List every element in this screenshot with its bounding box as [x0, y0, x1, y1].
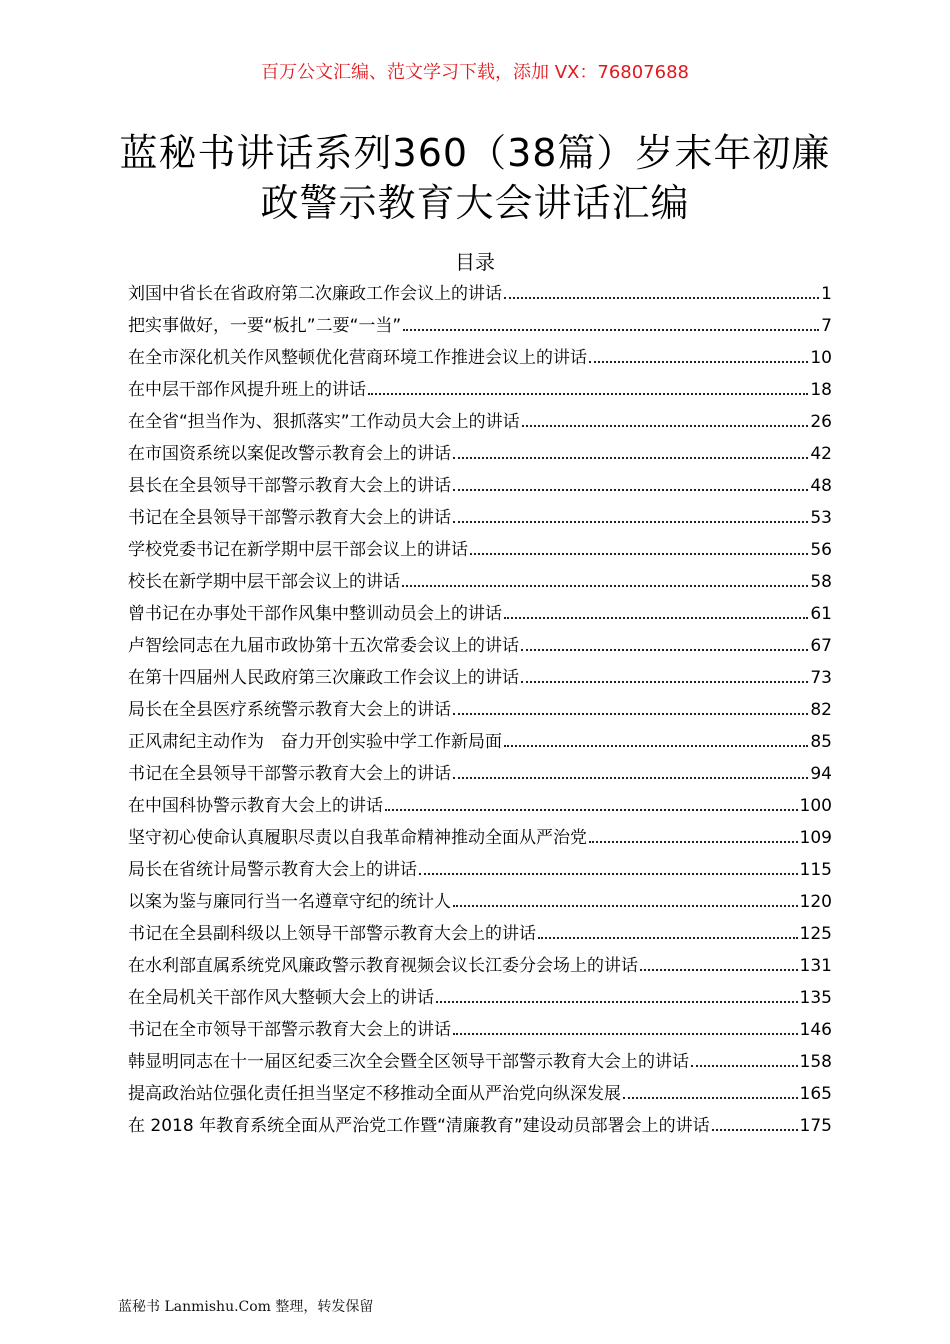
toc-entry[interactable] — [128, 440, 832, 472]
toc-entry-page: 94 — [810, 764, 832, 784]
toc-entry-page: 165 — [799, 1084, 832, 1104]
toc-entry[interactable] — [128, 536, 832, 568]
toc-entry-title: 书记在全县领导干部警示教育大会上的讲话 — [128, 764, 451, 784]
toc-entry-title: 在水利部直属系统党风廉政警示教育视频会议长江委分会场上的讲话 — [128, 956, 638, 976]
toc-entry-title: 在市国资系统以案促改警示教育会上的讲话 — [128, 444, 451, 464]
toc-entry[interactable] — [128, 312, 832, 344]
toc-leader-dots — [436, 1000, 798, 1003]
toc-entry-page: 10 — [810, 348, 832, 368]
toc-entry-page: 109 — [799, 828, 832, 848]
document-title — [60, 128, 890, 228]
toc-entry-title: 在全市深化机关作风整顿优化营商环境工作推进会议上的讲话 — [128, 348, 587, 368]
toc-leader-dots — [640, 968, 798, 971]
toc-leader-dots — [521, 680, 808, 683]
toc-leader-dots — [368, 392, 808, 395]
toc-entry-title: 在中国科协警示教育大会上的讲话 — [128, 796, 383, 816]
header-banner: 百万公文汇编、范文学习下载，添加 VX：76807688 — [261, 62, 689, 83]
toc-entry-title: 刘国中省长在省政府第二次廉政工作会议上的讲话 — [128, 284, 502, 304]
toc-entry[interactable] — [128, 856, 832, 888]
toc-entry[interactable] — [128, 1080, 832, 1112]
toc-entry[interactable] — [128, 632, 832, 664]
toc-entry-page: 58 — [810, 572, 832, 592]
toc-leader-dots — [453, 712, 808, 715]
toc-entry[interactable] — [128, 472, 832, 504]
toc-entry-title: 提高政治站位强化责任担当坚定不移推动全面从严治党向纵深发展 — [128, 1084, 621, 1104]
toc-entry-title: 正风肃纪主动作为 奋力开创实验中学工作新局面 — [128, 732, 502, 752]
toc-entry-title: 书记在全市领导干部警示教育大会上的讲话 — [128, 1020, 451, 1040]
toc-leader-dots — [589, 360, 808, 363]
toc-leader-dots — [402, 584, 808, 587]
toc-entry-page: 67 — [810, 636, 832, 656]
toc-leader-dots — [403, 328, 819, 331]
toc-leader-dots — [453, 456, 808, 459]
toc-leader-dots — [521, 648, 808, 651]
toc-entry[interactable] — [128, 888, 832, 920]
toc-entry-title: 在第十四届州人民政府第三次廉政工作会议上的讲话 — [128, 668, 519, 688]
toc-entry[interactable] — [128, 1112, 832, 1144]
toc-entry-page: 85 — [810, 732, 832, 752]
toc-entry-title: 在 2018 年教育系统全面从严治党工作暨“清廉教育”建设动员部署会上的讲话 — [128, 1116, 710, 1136]
toc-entry[interactable] — [128, 696, 832, 728]
toc-entry[interactable] — [128, 760, 832, 792]
toc-entry-title: 在全局机关干部作风大整顿大会上的讲话 — [128, 988, 434, 1008]
toc-entry-title: 局长在全县医疗系统警示教育大会上的讲话 — [128, 700, 451, 720]
toc-leader-dots — [470, 552, 808, 555]
toc-leader-dots — [538, 936, 798, 939]
toc-entry-page: 1 — [821, 284, 832, 304]
toc-entry-page: 175 — [799, 1116, 832, 1136]
toc-entry-page: 56 — [810, 540, 832, 560]
toc-leader-dots — [453, 488, 808, 491]
toc-entry-page: 158 — [799, 1052, 832, 1072]
toc-entry-page: 115 — [799, 860, 832, 880]
toc-leader-dots — [712, 1128, 798, 1131]
toc-entry-title: 曾书记在办事处干部作风集中整训动员会上的讲话 — [128, 604, 502, 624]
toc-entry-title: 校长在新学期中层干部会议上的讲话 — [128, 572, 400, 592]
toc-entry-page: 73 — [810, 668, 832, 688]
toc-entry[interactable] — [128, 280, 832, 312]
toc-entry-page: 18 — [810, 380, 832, 400]
toc-entry[interactable] — [128, 728, 832, 760]
toc-leader-dots — [522, 424, 809, 427]
toc-entry-title: 以案为鉴与廉同行当一名遵章守纪的统计人 — [128, 892, 451, 912]
toc-entry-title: 韩显明同志在十一届区纪委三次全会暨全区领导干部警示教育大会上的讲话 — [128, 1052, 689, 1072]
toc-entry[interactable] — [128, 664, 832, 696]
toc-leader-dots — [623, 1096, 798, 1099]
toc-leader-dots — [453, 776, 808, 779]
toc-entry-title: 卢智绘同志在九届市政协第十五次常委会议上的讲话 — [128, 636, 519, 656]
title-line-2: 政警示教育大会讲话汇编 — [260, 181, 690, 225]
toc-entry-page: 120 — [799, 892, 832, 912]
toc-entry[interactable] — [128, 1048, 832, 1080]
toc-entry-page: 42 — [810, 444, 832, 464]
toc-leader-dots — [453, 1032, 798, 1035]
toc-entry[interactable] — [128, 504, 832, 536]
toc-entry-page: 82 — [810, 700, 832, 720]
toc-leader-dots — [453, 904, 798, 907]
toc-entry[interactable] — [128, 792, 832, 824]
toc-entry[interactable] — [128, 568, 832, 600]
toc-leader-dots — [504, 744, 808, 747]
toc-leader-dots — [453, 520, 808, 523]
toc-leader-dots — [504, 296, 819, 299]
toc-entry[interactable] — [128, 1016, 832, 1048]
toc-entry[interactable] — [128, 920, 832, 952]
toc-entry-title: 书记在全县领导干部警示教育大会上的讲话 — [128, 508, 451, 528]
toc-entry-page: 61 — [810, 604, 832, 624]
toc-leader-dots — [589, 840, 798, 843]
toc-entry-title: 县长在全县领导干部警示教育大会上的讲话 — [128, 476, 451, 496]
toc-entry-title: 把实事做好，一要“板扎”二要“一当” — [128, 316, 402, 336]
toc-entry-title: 坚守初心使命认真履职尽责以自我革命精神推动全面从严治党 — [128, 828, 587, 848]
toc-leader-dots — [691, 1064, 798, 1067]
toc-entry-title: 局长在省统计局警示教育大会上的讲话 — [128, 860, 417, 880]
toc-entry[interactable] — [128, 984, 832, 1016]
toc-leader-dots — [504, 616, 808, 619]
toc-entry-page: 100 — [799, 796, 832, 816]
toc-entry-page: 135 — [799, 988, 832, 1008]
toc-entry-page: 7 — [821, 316, 832, 336]
toc-entry[interactable] — [128, 600, 832, 632]
toc-entry[interactable] — [128, 408, 832, 440]
toc-entry-page: 53 — [810, 508, 832, 528]
toc-heading: 目录 — [455, 250, 495, 274]
footer-note: 蓝秘书 Lanmishu.Com 整理，转发保留 — [118, 1299, 374, 1315]
toc-entry-title: 在中层干部作风提升班上的讲话 — [128, 380, 366, 400]
toc-entry-title: 在全省“担当作为、狠抓落实”工作动员大会上的讲话 — [128, 412, 520, 432]
toc-leader-dots — [385, 808, 798, 811]
toc-entry-page: 146 — [799, 1020, 832, 1040]
table-of-contents — [128, 280, 832, 1144]
toc-entry[interactable] — [128, 952, 832, 984]
toc-entry-page: 125 — [799, 924, 832, 944]
title-line-1: 蓝秘书讲话系列360（38篇）岁末年初廉 — [119, 131, 831, 175]
toc-leader-dots — [419, 872, 798, 875]
toc-entry[interactable] — [128, 824, 832, 856]
toc-entry-page: 131 — [799, 956, 832, 976]
toc-entry-title: 学校党委书记在新学期中层干部会议上的讲话 — [128, 540, 468, 560]
toc-entry-title: 书记在全县副科级以上领导干部警示教育大会上的讲话 — [128, 924, 536, 944]
toc-entry[interactable] — [128, 376, 832, 408]
toc-entry[interactable] — [128, 344, 832, 376]
toc-entry-page: 48 — [810, 476, 832, 496]
toc-entry-page: 26 — [810, 412, 832, 432]
